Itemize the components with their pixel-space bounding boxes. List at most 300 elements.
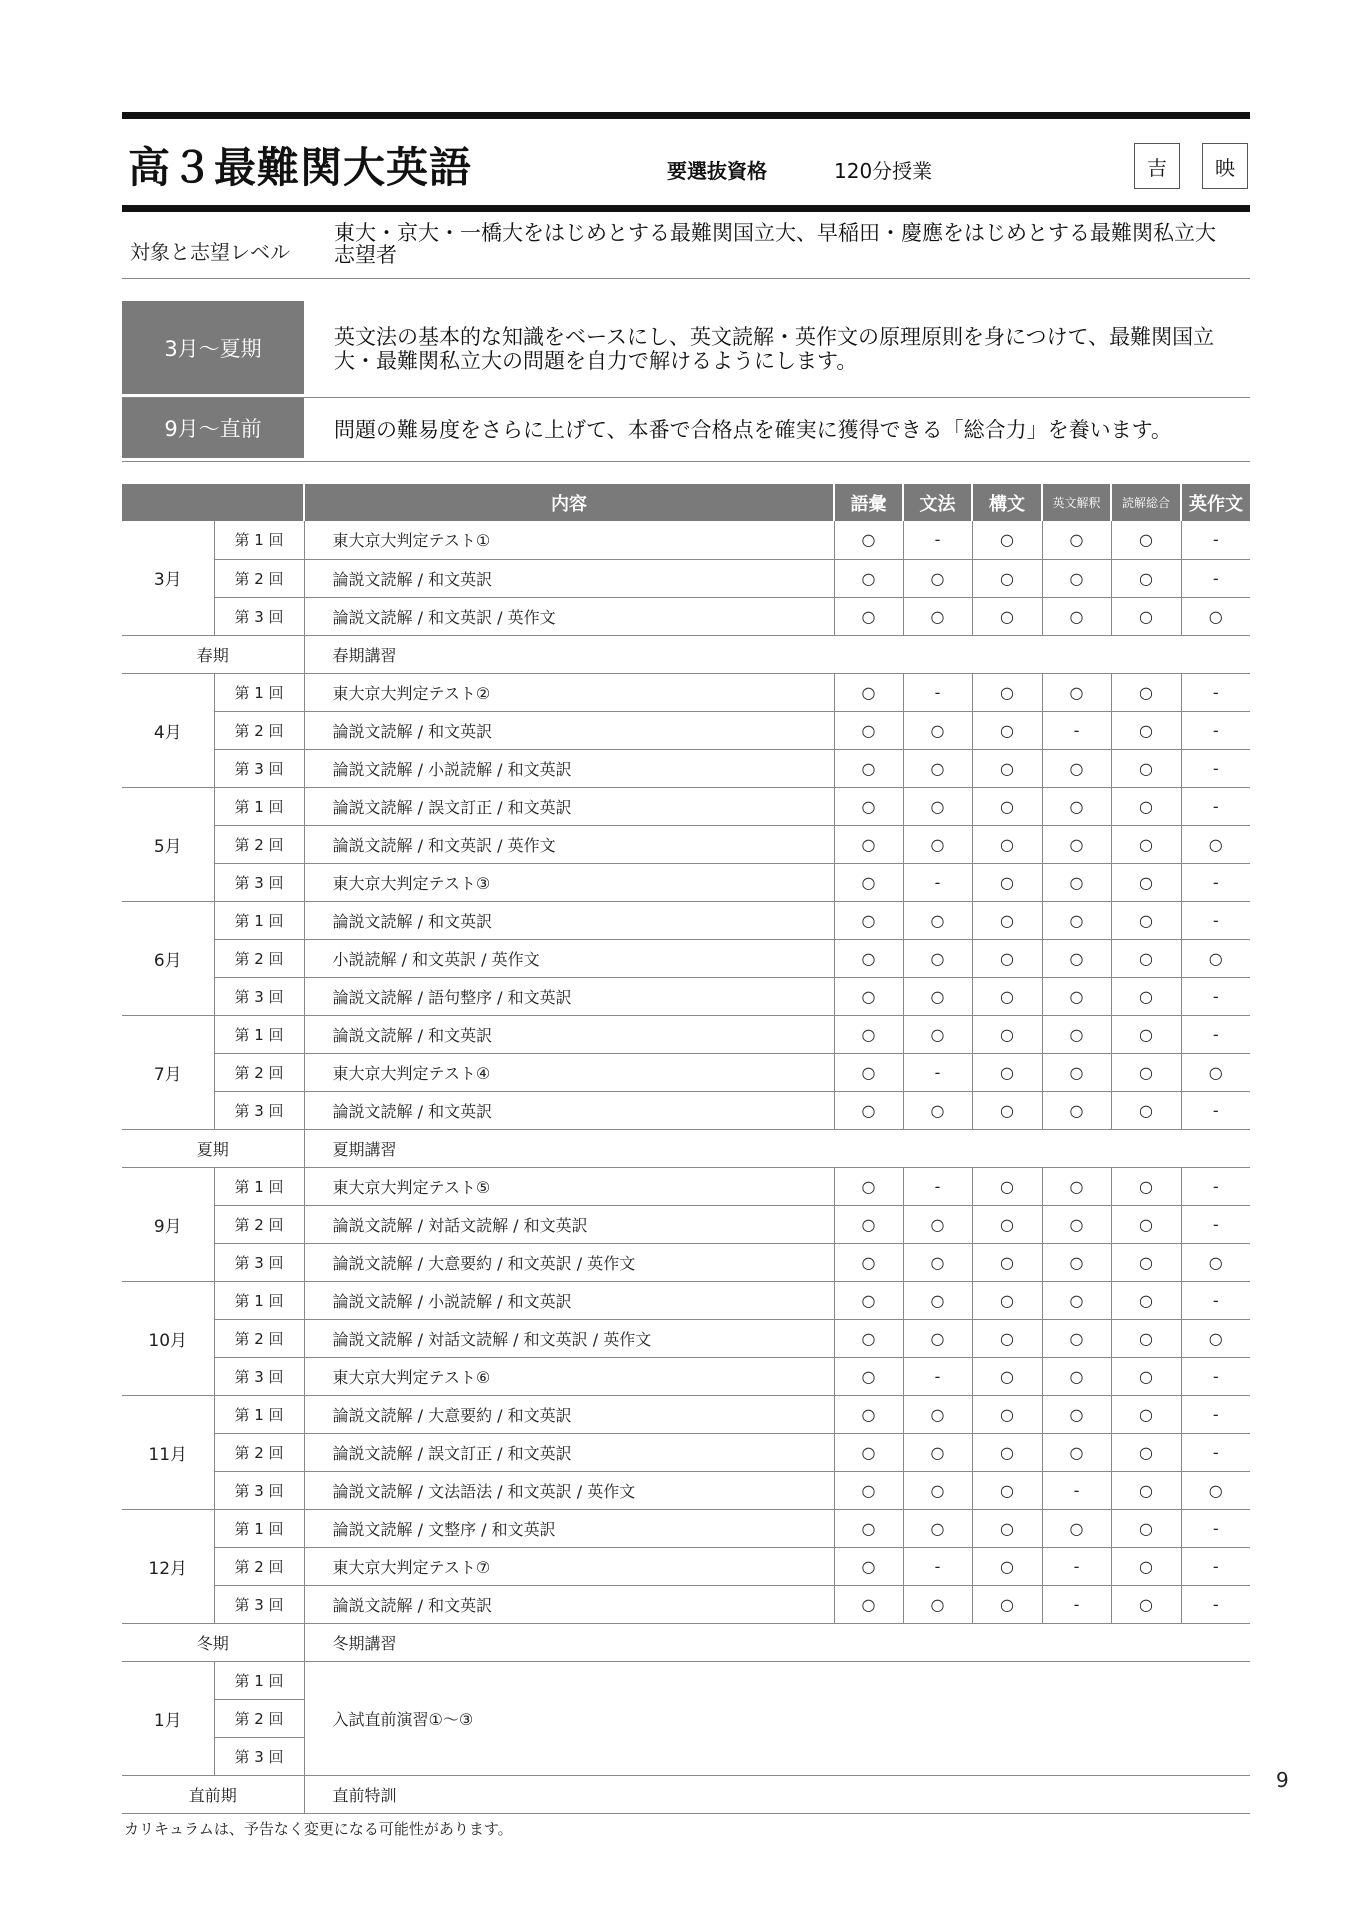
mark-cell: ○ [903,1509,972,1547]
round-cell: 第 3 回 [214,1243,304,1281]
header-grammar: 文法 [903,484,972,521]
mark-cell: ○ [972,673,1042,711]
mark-cell: ○ [834,1167,903,1205]
mark-cell: ○ [834,825,903,863]
mark-cell: ○ [1111,1509,1181,1547]
mark-cell: ○ [1042,749,1111,787]
round-cell: 第 2 回 [214,711,304,749]
mark-cell: - [1181,673,1250,711]
table-row [122,1509,1250,1547]
mark-cell: ○ [903,1319,972,1357]
round-cell: 第 2 回 [214,1699,304,1737]
mark-cell: ○ [1042,1243,1111,1281]
content-cell: 東大京大判定テスト① [304,521,834,559]
round-cell: 第 3 回 [214,863,304,901]
mark-cell: - [1181,1547,1250,1585]
mark-cell: ○ [903,787,972,825]
mark-cell: ○ [972,521,1042,559]
mark-cell: ○ [834,597,903,635]
footnote: カリキュラムは、予告なく変更になる可能性があります。 [124,1820,513,1838]
mark-cell: ○ [834,559,903,597]
content-cell: 論説文読解 / 誤文訂正 / 和文英訳 [304,1433,834,1471]
mark-cell: ○ [972,711,1042,749]
month-cell: 5月 [122,787,214,901]
content-cell: 論説文読解 / 大意要約 / 和文英訳 / 英作文 [304,1243,834,1281]
target-level [122,212,1250,279]
round-cell: 第 1 回 [214,1167,304,1205]
mark-cell: ○ [972,1091,1042,1129]
mark-cell: ○ [834,1243,903,1281]
content-cell: 東大京大判定テスト⑤ [304,1167,834,1205]
mark-cell: ○ [972,1167,1042,1205]
page-number: 9 [1276,1768,1289,1792]
mark-cell: ○ [834,1015,903,1053]
mark-cell: ○ [1111,939,1181,977]
period-row [122,1623,1250,1661]
content-cell: 論説文読解 / 対話文読解 / 和文英訳 [304,1205,834,1243]
period-content: 直前特訓 [304,1775,1250,1813]
mark-cell: ○ [834,521,903,559]
content-cell: 入試直前演習①～③ [304,1661,1250,1775]
round-cell: 第 3 回 [214,1585,304,1623]
mark-cell: - [1181,521,1250,559]
mark-cell: ○ [1042,825,1111,863]
mark-cell: ○ [834,1547,903,1585]
month-cell: 4月 [122,673,214,787]
mark-cell: ○ [903,597,972,635]
target-level-label: 対象と志望レベル [130,240,290,264]
mark-cell: ○ [834,1471,903,1509]
mark-cell: ○ [834,1585,903,1623]
mark-cell: - [1042,1585,1111,1623]
mark-cell: ○ [972,1319,1042,1357]
content-cell: 論説文読解 / 和文英訳 / 英作文 [304,597,834,635]
mark-cell: - [1042,711,1111,749]
header-composition: 英作文 [1181,484,1250,521]
mark-cell: ○ [1042,1319,1111,1357]
mark-cell: ○ [1111,749,1181,787]
period-row [122,1129,1250,1167]
mark-cell: ○ [903,939,972,977]
table-row [122,1243,1250,1281]
content-cell: 東大京大判定テスト⑥ [304,1357,834,1395]
round-cell: 第 1 回 [214,521,304,559]
mark-cell: ○ [834,939,903,977]
mark-cell: ○ [1042,1205,1111,1243]
mark-cell: ○ [1111,825,1181,863]
header-vocab: 語彙 [834,484,903,521]
mark-cell: - [1181,1395,1250,1433]
mark-cell: ○ [972,863,1042,901]
mark-cell: ○ [834,1395,903,1433]
mark-cell: ○ [1042,939,1111,977]
round-cell: 第 1 回 [214,1281,304,1319]
mark-cell: ○ [834,711,903,749]
mark-cell: - [903,1357,972,1395]
round-cell: 第 1 回 [214,901,304,939]
round-cell: 第 1 回 [214,1661,304,1699]
round-cell: 第 3 回 [214,1471,304,1509]
content-cell: 論説文読解 / 誤文訂正 / 和文英訳 [304,787,834,825]
mark-cell: ○ [903,711,972,749]
round-cell: 第 1 回 [214,673,304,711]
table-row [122,597,1250,635]
content-cell: 論説文読解 / 文整序 / 和文英訳 [304,1509,834,1547]
header-content: 内容 [304,484,834,521]
content-cell: 小説読解 / 和文英訳 / 英作文 [304,939,834,977]
mark-cell: ○ [1111,711,1181,749]
term-description: 英文法の基本的な知識をベースにし、英文読解・英作文の原理原則を身につけて、最難関国立大・最難関私立大の問題を自力で解けるようにします。 [334,325,1215,373]
mark-cell: - [1181,1091,1250,1129]
round-cell: 第 1 回 [214,1015,304,1053]
mark-cell: ○ [834,1319,903,1357]
top-rule [122,112,1250,119]
mark-cell: - [903,673,972,711]
table-row [122,787,1250,825]
mark-cell: ○ [1111,673,1181,711]
round-cell: 第 1 回 [214,1395,304,1433]
month-cell: 10月 [122,1281,214,1395]
mark-cell: ○ [1111,1471,1181,1509]
mark-cell: - [1181,1205,1250,1243]
mark-cell: ○ [972,559,1042,597]
round-cell: 第 2 回 [214,559,304,597]
mark-cell: ○ [1111,1547,1181,1585]
table-row [122,1281,1250,1319]
mark-cell: ○ [1042,787,1111,825]
table-row [122,1547,1250,1585]
mark-cell: ○ [903,1243,972,1281]
mark-cell: ○ [834,749,903,787]
header-bottom-rule [122,205,1250,212]
table-row [122,673,1250,711]
month-cell: 7月 [122,1015,214,1129]
term-description: 問題の難易度をさらに上げて、本番で合格点を確実に獲得できる「総合力」を養います。 [334,417,1172,442]
table-row [122,1205,1250,1243]
mark-cell: ○ [1042,559,1111,597]
round-cell: 第 2 回 [214,825,304,863]
mark-cell: - [1181,1357,1250,1395]
mark-cell: ○ [1111,1585,1181,1623]
mark-cell: ○ [1111,521,1181,559]
round-cell: 第 3 回 [214,1091,304,1129]
content-cell: 論説文読解 / 和文英訳 [304,559,834,597]
mark-cell: ○ [972,1547,1042,1585]
table-row [122,1585,1250,1623]
period-label: 直前期 [122,1775,304,1813]
period-row [122,635,1250,673]
mark-cell: ○ [1042,1167,1111,1205]
content-cell: 東大京大判定テスト③ [304,863,834,901]
mark-cell: ○ [1042,1053,1111,1091]
mark-cell: ○ [1181,939,1250,977]
mark-cell: ○ [1181,1053,1250,1091]
table-header-row [122,484,1250,521]
table-row [122,559,1250,597]
round-cell: 第 3 回 [214,597,304,635]
round-cell: 第 3 回 [214,1737,304,1775]
term-label: 9月～直前 [122,398,304,461]
mark-cell: ○ [1042,1433,1111,1471]
badge-yoshi: 吉 [1134,143,1180,189]
round-cell: 第 2 回 [214,1547,304,1585]
mark-cell: - [1181,1015,1250,1053]
mark-cell: ○ [972,787,1042,825]
month-cell: 6月 [122,901,214,1015]
mark-cell: ○ [1111,597,1181,635]
mark-cell: ○ [1111,1433,1181,1471]
round-cell: 第 2 回 [214,1433,304,1471]
mark-cell: ○ [834,863,903,901]
period-content: 冬期講習 [304,1623,1250,1661]
mark-cell: ○ [903,1281,972,1319]
mark-cell: - [1181,1585,1250,1623]
mark-cell: ○ [834,901,903,939]
content-cell: 論説文読解 / 和文英訳 [304,1585,834,1623]
round-cell: 第 2 回 [214,1319,304,1357]
content-cell: 論説文読解 / 語句整序 / 和文英訳 [304,977,834,1015]
round-cell: 第 3 回 [214,977,304,1015]
period-content: 夏期講習 [304,1129,1250,1167]
mark-cell: ○ [1042,977,1111,1015]
mark-cell: ○ [1042,1395,1111,1433]
badge-ei: 映 [1202,143,1248,189]
header-interpretation: 英文解釈 [1042,484,1111,521]
mark-cell: ○ [1111,863,1181,901]
requirement-label: 要選抜資格 [667,159,767,183]
mark-cell: - [1181,863,1250,901]
mark-cell: ○ [1181,1319,1250,1357]
duration-label: 120分授業 [834,159,933,183]
period-content: 春期講習 [304,635,1250,673]
mark-cell: ○ [1042,1509,1111,1547]
mark-cell: ○ [903,1015,972,1053]
mark-cell: ○ [903,1205,972,1243]
month-cell: 3月 [122,521,214,635]
table-row [122,1395,1250,1433]
month-cell: 1月 [122,1661,214,1775]
mark-cell: ○ [972,1509,1042,1547]
mark-cell: ○ [1111,787,1181,825]
content-cell: 論説文読解 / 小説読解 / 和文英訳 [304,1281,834,1319]
month-cell: 9月 [122,1167,214,1281]
table-row [122,1471,1250,1509]
mark-cell: ○ [972,939,1042,977]
mark-cell: - [903,1167,972,1205]
period-label: 春期 [122,635,304,673]
round-cell: 第 3 回 [214,749,304,787]
mark-cell: - [1181,1433,1250,1471]
mark-cell: - [1181,1509,1250,1547]
mark-cell: ○ [903,825,972,863]
mark-cell: ○ [1042,901,1111,939]
mark-cell: ○ [834,673,903,711]
period-label: 夏期 [122,1129,304,1167]
content-cell: 論説文読解 / 和文英訳 [304,1015,834,1053]
table-row [122,1167,1250,1205]
month-cell: 11月 [122,1395,214,1509]
mark-cell: - [903,521,972,559]
mark-cell: ○ [972,1585,1042,1623]
mark-cell: ○ [903,901,972,939]
mark-cell: ○ [1042,1281,1111,1319]
mark-cell: ○ [834,1091,903,1129]
content-cell: 論説文読解 / 和文英訳 / 英作文 [304,825,834,863]
mark-cell: - [1181,1167,1250,1205]
table-row [122,1357,1250,1395]
mark-cell: ○ [1181,825,1250,863]
term-descriptions [122,301,1250,462]
content-cell: 論説文読解 / 和文英訳 [304,1091,834,1129]
mark-cell: ○ [1111,977,1181,1015]
content-cell: 東大京大判定テスト⑦ [304,1547,834,1585]
month-cell: 12月 [122,1509,214,1623]
mark-cell: ○ [834,1509,903,1547]
period-label: 冬期 [122,1623,304,1661]
term-autumn-final [122,398,1250,462]
table-row [122,901,1250,939]
table-row [122,1053,1250,1091]
mark-cell: ○ [1042,1015,1111,1053]
table-row [122,1433,1250,1471]
table-row [122,711,1250,749]
mark-cell: ○ [1042,597,1111,635]
mark-cell: ○ [1042,521,1111,559]
mark-cell: - [1181,559,1250,597]
mark-cell: ○ [972,749,1042,787]
mark-cell: ○ [972,825,1042,863]
mark-cell: ○ [1111,1281,1181,1319]
table-row [122,939,1250,977]
mark-cell: ○ [972,977,1042,1015]
mark-cell: ○ [1111,1205,1181,1243]
mark-cell: ○ [972,901,1042,939]
header-blank [122,484,304,521]
mark-cell: ○ [972,1205,1042,1243]
mark-cell: ○ [903,1395,972,1433]
mark-cell: - [1181,901,1250,939]
table-row [122,825,1250,863]
content-cell: 東大京大判定テスト② [304,673,834,711]
mark-cell: ○ [1111,1243,1181,1281]
mark-cell: - [1181,977,1250,1015]
mark-cell: ○ [972,1281,1042,1319]
content-cell: 論説文読解 / 小説読解 / 和文英訳 [304,749,834,787]
mark-cell: ○ [1111,1053,1181,1091]
curriculum-table [122,484,1250,1814]
mark-cell: ○ [1111,559,1181,597]
round-cell: 第 2 回 [214,1053,304,1091]
content-cell: 論説文読解 / 大意要約 / 和文英訳 [304,1395,834,1433]
mark-cell: ○ [903,749,972,787]
round-cell: 第 1 回 [214,787,304,825]
mark-cell: - [903,1053,972,1091]
round-cell: 第 2 回 [214,1205,304,1243]
mark-cell: - [1181,787,1250,825]
course-header [122,119,1250,205]
table-row [122,1661,1250,1699]
mark-cell: ○ [972,1243,1042,1281]
target-level-text: 東大・京大・一橋大をはじめとする最難関国立大、早稲田・慶應をはじめとする最難関私立大志望者 [334,221,1216,267]
mark-cell: ○ [1111,1319,1181,1357]
mark-cell: ○ [972,597,1042,635]
mark-cell: ○ [1111,1091,1181,1129]
table-row [122,1015,1250,1053]
mark-cell: ○ [1111,1167,1181,1205]
mark-cell: - [1181,1281,1250,1319]
content-cell: 論説文読解 / 文法語法 / 和文英訳 / 英作文 [304,1471,834,1509]
mark-cell: ○ [1042,673,1111,711]
mark-cell: ○ [834,1053,903,1091]
table-row [122,1091,1250,1129]
mark-cell: ○ [972,1015,1042,1053]
mark-cell: ○ [1042,1357,1111,1395]
content-cell: 論説文読解 / 対話文読解 / 和文英訳 / 英作文 [304,1319,834,1357]
term-label: 3月～夏期 [122,301,304,397]
mark-cell: ○ [1181,1471,1250,1509]
mark-cell: ○ [1042,1091,1111,1129]
table-row [122,521,1250,559]
table-body [122,521,1250,1813]
course-title: 高３最難関大英語 [128,143,473,192]
period-row [122,1775,1250,1813]
mark-cell: ○ [1111,1357,1181,1395]
page [122,112,1250,1838]
header-reading: 読解総合 [1111,484,1181,521]
mark-cell: ○ [834,1433,903,1471]
mark-cell: ○ [834,977,903,1015]
mark-cell: ○ [972,1053,1042,1091]
mark-cell: ○ [903,1585,972,1623]
content-cell: 論説文読解 / 和文英訳 [304,711,834,749]
table-row [122,863,1250,901]
mark-cell: ○ [972,1433,1042,1471]
mark-cell: ○ [1181,597,1250,635]
mark-cell: - [1042,1547,1111,1585]
mark-cell: - [1181,711,1250,749]
mark-cell: ○ [1111,1395,1181,1433]
mark-cell: ○ [834,1281,903,1319]
table-row [122,749,1250,787]
round-cell: 第 2 回 [214,939,304,977]
mark-cell: ○ [972,1471,1042,1509]
header-syntax: 構文 [972,484,1042,521]
mark-cell: ○ [903,977,972,1015]
mark-cell: ○ [1111,901,1181,939]
mark-cell: ○ [903,1471,972,1509]
mark-cell: ○ [1181,1243,1250,1281]
mark-cell: - [903,863,972,901]
mark-cell: ○ [972,1357,1042,1395]
mark-cell: ○ [903,1091,972,1129]
round-cell: 第 1 回 [214,1509,304,1547]
mark-cell: ○ [903,1433,972,1471]
mark-cell: ○ [972,1395,1042,1433]
table-row [122,1319,1250,1357]
mark-cell: - [1042,1471,1111,1509]
mark-cell: ○ [1111,1015,1181,1053]
term-spring-summer [122,301,1250,398]
mark-cell: ○ [834,1205,903,1243]
mark-cell: - [903,1547,972,1585]
content-cell: 論説文読解 / 和文英訳 [304,901,834,939]
table-row [122,977,1250,1015]
mark-cell: ○ [1042,863,1111,901]
mark-cell: - [1181,749,1250,787]
mark-cell: ○ [834,787,903,825]
content-cell: 東大京大判定テスト④ [304,1053,834,1091]
round-cell: 第 3 回 [214,1357,304,1395]
